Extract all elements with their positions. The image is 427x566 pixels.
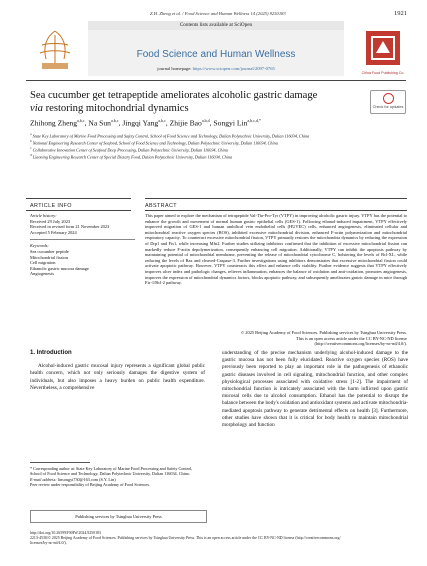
history-label: Article history:: [30, 213, 57, 218]
article-title: [30, 89, 330, 115]
author-sup: a,b,c,d,*: [247, 118, 261, 123]
body-paragraph: understanding of the precise mechanism underlying alcohol-induced damage to the gastric mucosa has not been fully elucidated. Reactive oxygen species (ROS) have previously been reported to play an important role in the pathogenesis of ethanolic gastric diseases involved in cell signaling, mitochondrial function, and other complex physiological processes associated with oxidative stress [1-2]. The impairment of mitochondrial function is intricately associated with the harm inflicted upon gastric mucosal cells due to alcohol consumption. Ethanol has the potential to disrupt the balance between the body's oxidation and antioxidant systems and activate mitochondria-mediated apoptosis pathway to generate detrimental effects on health [3]. Furthermore, other studies have shown that it is critical for body health to maintain mitochondrial morphology and function: [222, 350, 408, 429]
author-sup: a,b,c: [110, 118, 119, 123]
divider: [26, 198, 131, 199]
license-line: 2213-4530/© 2025 Beijing Academy of Food Sciences. Publishing services by Tsinghua University Press. This is an open access article under the CC BY-NC-ND license (http://creativecommons.org/: [30, 536, 341, 540]
affiliation: [30, 139, 405, 146]
divider: [30, 239, 135, 240]
author-list: Zhihong Zheng$^{a,b,c}$, Na Sun$^{a,b,c}$, Jingqi Yang$^{a,b,c}$, Zhijie Bao$^{a,b,d}$, Songyi Lin$^{a,b,c,d,*}$: [30, 118, 261, 128]
affiliation-text: Liaoning Engineering Research Center of Special Dietary Food, Dalian Polytechnic University, Dalian 116034, China: [32, 154, 233, 160]
journal-homepage: [88, 66, 344, 71]
affiliation-sup: c: [30, 145, 32, 150]
body-column-right: [222, 350, 408, 429]
abstract-heading: ABSTRACT: [145, 203, 177, 209]
keywords-label: Keywords:: [30, 243, 49, 249]
author-sup: a,b,c: [158, 118, 166, 123]
journal-banner: [88, 30, 344, 76]
email-label: E-mail address:: [30, 476, 58, 482]
license-line: licenses/by-nc-nd/4.0/).: [30, 541, 67, 545]
affiliation-sup: a: [30, 132, 32, 136]
author-sup: a,b,d: [201, 118, 210, 123]
bottom-info: [30, 531, 408, 546]
author-name: Songyi Lin: [213, 118, 248, 128]
keyword: Mitochondrial fission: [30, 254, 68, 260]
affiliation: [30, 132, 405, 139]
keyword: Angiogenesis: [30, 271, 54, 277]
divider: [26, 80, 406, 81]
affiliation: [30, 153, 405, 160]
affiliation-text: National Engineering Research Center of Seafood, School of Food Science and Technology, Dalian Polytechnic University, Dalian 116034, China: [32, 140, 278, 146]
author-name: Zhihong Zheng: [30, 118, 78, 128]
journal-logo-icon: [362, 27, 404, 71]
author-name: Jingqi Yang: [122, 118, 159, 128]
received-date: Received 29 July 2023: [30, 218, 71, 224]
journal-logo-caption: China Food Publishing Co.: [361, 71, 405, 75]
running-header: Z.H. Zheng et al. / Food Science and Human Wellness 14 (2025) 9250183: [150, 11, 286, 16]
abstract-text: This paper aimed to explore the mechanism of tetrapeptide Val-Thr-Pro-Tyr (VTPY) in improving alcoholic gastric injury. VTPY has the potential to enhance the growth and movement of normal human gastric epithelial cells (GES-1). Following ethanol-induced impairment, VTPY effectively improved migration of GES-1 and human umbilical vein endothelial cells (HUVEC) cells, enhanced angiogenesis, eliminated cellular and mitochondrial reactive oxygen species (ROS), inhibited excessive mitochondrial division, enhanced F-actin polymerization and mitochondrial respiratory capacity. To counteract excessive mitochondrial fission, VTPY primarily restores the mitochondria dynamics by reducing the expression of Drp1 and Fis1, while increasing Mfn2. Further studies utilizing inhibitors confirmed that the inhibition of excessive mitochondrial fission can markedly reduce F-actin depolymerization, consequently enhancing cell migration. Additionally, VTPY can inhibit the apoptosis pathway by maintaining potential of mitochondrial membrane, preventing the release of mitochondrial cytochrome C, bolstering the levels of Bcl-XL, while reducing the levels of Bax and cleaved-Caspase-3. Further investigations using inhibitors demonstrates that excessive mitochondrial fission could activate apoptotic pathway. However, VTPY counteracts this effect and enhance cells viability. Further evidence suggests that VTPY effectively improves ulcer index and pathologic changes, relieves inflammation, enhances the balance of oxidation and anti-oxidation, promotes angiogenesis, improves the expression of mitochondrial dynamics factors, blocks apoptotic pathway, and subsequently ameliorates gastric damage in mice through Fis-1/Bcl-2 pathway.: [145, 213, 407, 286]
divider: [26, 210, 131, 211]
contents-line: Contents lists available at SciOpen: [88, 21, 344, 30]
homepage-link[interactable]: https://www.sciopen.com/journal/2097-0765: [192, 66, 275, 71]
revised-date: Received in revised form 21 November 2023: [30, 224, 110, 230]
affiliation-text: Collaborative Innovation Center of Seafood Deep Processing, Dalian Polytechnic University, Dalian 116034, China: [32, 147, 228, 153]
affiliation: [30, 146, 405, 153]
author-name: Zhijie Bao: [169, 118, 202, 128]
check-for-updates-button[interactable]: [370, 90, 406, 114]
divider: [145, 210, 407, 211]
license-link[interactable]: (http://creativecommons.org/licenses/by-nc-nd/4.0/).: [314, 341, 407, 347]
introduction-paragraph: Alcohol-induced gastric mucosal injury represents a significant global public health concern, which not only seriously damages the digestive system of individuals, but also imposes a heavy burden on public health expenditure. Nevertheless, a comprehensive: [30, 363, 205, 391]
accepted-date: Accepted 5 February 2024: [30, 229, 77, 235]
check-updates-icon: [383, 93, 394, 104]
journal-masthead: [26, 21, 406, 78]
affiliation-text: State Key Laboratory of Marine Food Processing and Safety Control, School of Food Science and Technology, Dalian Polytechnic University, Dalian 116034, China: [32, 133, 310, 139]
homepage-label: journal homepage:: [157, 66, 193, 71]
copyright-line: © 2025 Beijing Academy of Food Sciences. Publishing services by Tsinghua University Press.: [240, 330, 407, 335]
title-italic: via: [30, 103, 43, 114]
copyright-line: This is an open access article under the CC BY-NC-ND license: [296, 335, 407, 341]
article-info: [30, 213, 135, 277]
email-link[interactable]: linsongyi730@163.com (S.Y. Lin): [57, 476, 116, 482]
footnote-rule: [30, 462, 90, 463]
body-column-left: [30, 350, 205, 392]
article-info-heading: ARTICLE INFO: [30, 203, 72, 209]
publisher-logo-icon: [28, 25, 83, 75]
title-text-end: restoring mitochondrial dynamics: [42, 103, 189, 114]
divider: [145, 198, 407, 199]
copyright-notice: [145, 330, 407, 347]
affiliations: [30, 132, 405, 160]
peer-review-note: Peer review under responsibility of Beijing Academy of Food Sciences.: [30, 481, 151, 487]
author-sup: a,b,c: [77, 118, 85, 123]
doi-link[interactable]: http://doi.org/10.26599/FSHW.2024.9250183: [30, 531, 101, 535]
keyword: Sea cucumber peptide: [30, 248, 69, 254]
affiliation-sup: b: [30, 138, 32, 143]
affiliation-sup: d: [30, 152, 32, 157]
author-name: Na Sun: [88, 118, 111, 128]
check-updates-label: Check for updates: [372, 105, 404, 109]
keyword: Cell migration: [30, 260, 56, 266]
keyword: Ethanolic gastric mucosa damage: [30, 265, 89, 271]
publishing-services-banner: Publishing services by Tsinghua University Press: [30, 510, 207, 523]
footnotes: [30, 462, 205, 487]
corresponding-author-note: * Corresponding author at: State Key Laboratory of Marine Food Processing and Safety Control, School of Food Science and Technology, Dalian Polytechnic University, Dalian 116034, China.: [30, 466, 193, 477]
page-number: 1921: [394, 10, 407, 17]
journal-name: Food Science and Human Wellness: [136, 49, 296, 60]
introduction-heading: 1. Introduction: [30, 350, 72, 356]
title-text: Sea cucumber get tetrapeptide ameliorates alcoholic gastric damage: [30, 90, 318, 101]
